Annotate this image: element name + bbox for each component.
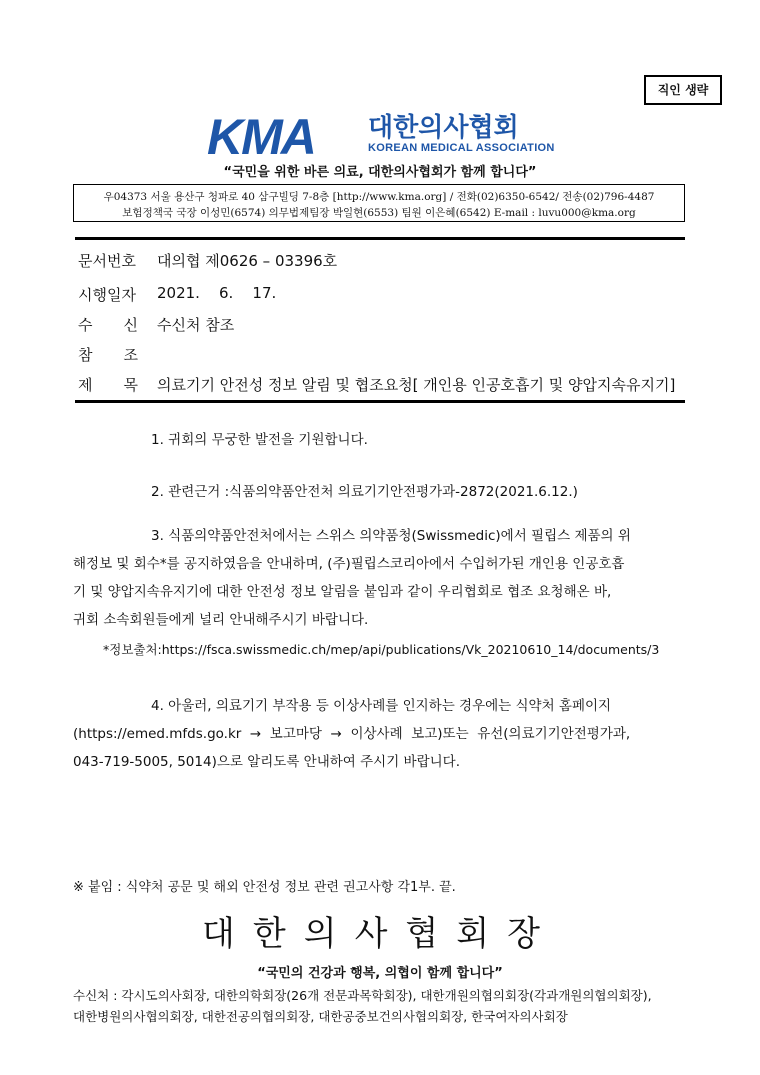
date-label: 시행일자 — [78, 286, 136, 304]
signature-title: 대한의사협회장 — [202, 914, 558, 954]
logo-kma-mark: KMA — [207, 109, 315, 165]
recipient-label — [78, 314, 138, 335]
contact-address-line: 우04373 서울 용산구 청파로 40 삼구빌딩 7-8층 [http://www.kma.org] / 전화(02)6350-6542/ 전송(02)796-4487 — [103, 191, 655, 203]
seal-omitted-stamp: 직인 생략 — [644, 75, 722, 105]
paragraph-3-line: 기 및 양압지속유지기에 대한 안전성 정보 알림을 붙임과 같이 우리협회로 협조 요청해온 바, — [73, 584, 612, 600]
paragraph-3-line: 3. 식품의약품안전처에서는 스위스 의약품청(Swissmedic)에서 필립스 제품의 위 — [151, 528, 631, 544]
doc-number-label: 문서번호 — [78, 252, 136, 270]
subject-label — [78, 374, 138, 395]
top-slogan: “국민을 위한 바른 의료, 대한의사협회가 함께 합니다” — [223, 165, 537, 180]
recipient-value: 수신처 참조 — [157, 316, 235, 334]
subject-label-char: 목 — [123, 376, 138, 394]
paragraph-3-line: 귀회 소속회원들에게 널리 안내해주시기 바랍니다. — [73, 612, 369, 628]
recipient-label-char: 수 — [78, 316, 93, 334]
header-divider — [75, 237, 685, 240]
bottom-slogan: “국민의 건강과 행복, 의협이 함께 합니다” — [257, 966, 503, 981]
reference-label-char: 참 — [78, 346, 93, 364]
contact-box — [73, 184, 685, 222]
doc-number-value: 대의협 제0626 – 03396호 — [157, 252, 338, 270]
reference-label — [78, 344, 138, 365]
reference-label-char: 조 — [123, 346, 138, 364]
recipients-line: 수신처 : 각시도의사회장, 대한의학회장(26개 전문과목학회장), 대한개원의협의회장(각과개원의협의회장), — [73, 988, 652, 1003]
paragraph-4-line: (https://emed.mfds.go.kr → 보고마당 → 이상사례 보고)또는 유선(의료기기안전평가과, — [73, 726, 631, 742]
date-value: 2021. 6. 17. — [157, 284, 277, 302]
logo-english-name: KOREAN MEDICAL ASSOCIATION — [368, 142, 555, 154]
paragraph-2: 2. 관련근거 :식품의약품안전처 의료기기안전평가과-2872(2021.6.12.) — [151, 484, 578, 500]
recipients-list — [73, 985, 713, 1027]
recipient-label-char: 신 — [123, 316, 138, 334]
paragraph-4-line: 4. 아울러, 의료기기 부작용 등 이상사례를 인지하는 경우에는 식약처 홈페이지 — [151, 698, 612, 714]
meta-divider — [75, 400, 685, 403]
subject-value: 의료기기 안전성 정보 알림 및 협조요청[ 개인용 인공호흡기 및 양압지속유지기] — [157, 376, 676, 394]
source-note: *정보출처:https://fsca.swissmedic.ch/mep/api/publications/Vk_20210610_14/documents/3 — [103, 642, 660, 657]
paragraph-4-line: 043-719-5005, 5014)으로 알리도록 안내하여 주시기 바랍니다. — [73, 754, 460, 770]
contact-staff-line: 보험정책국 국장 이성민(6574) 의무법제팀장 박일현(6553) 팀원 이은혜(6542) E-mail : luvu000@kma.org — [122, 207, 636, 219]
recipients-line: 대한병원의사협의회장, 대한전공의협의회장, 대한공중보건의사협의회장, 한국여자의사회장 — [73, 1009, 568, 1024]
logo-korean-name: 대한의사협회 — [368, 113, 519, 143]
paragraph-1: 1. 귀회의 무궁한 발전을 기원합니다. — [151, 432, 368, 448]
attachment-note: ※ 붙임 : 식약처 공문 및 해외 안전성 정보 관련 권고사항 각1부. 끝. — [73, 880, 456, 895]
subject-label-char: 제 — [78, 376, 93, 394]
paragraph-3-line: 해정보 및 회수*를 공지하였음을 안내하며, (주)필립스코리아에서 수입허가된 개인용 인공호흡 — [73, 556, 625, 572]
